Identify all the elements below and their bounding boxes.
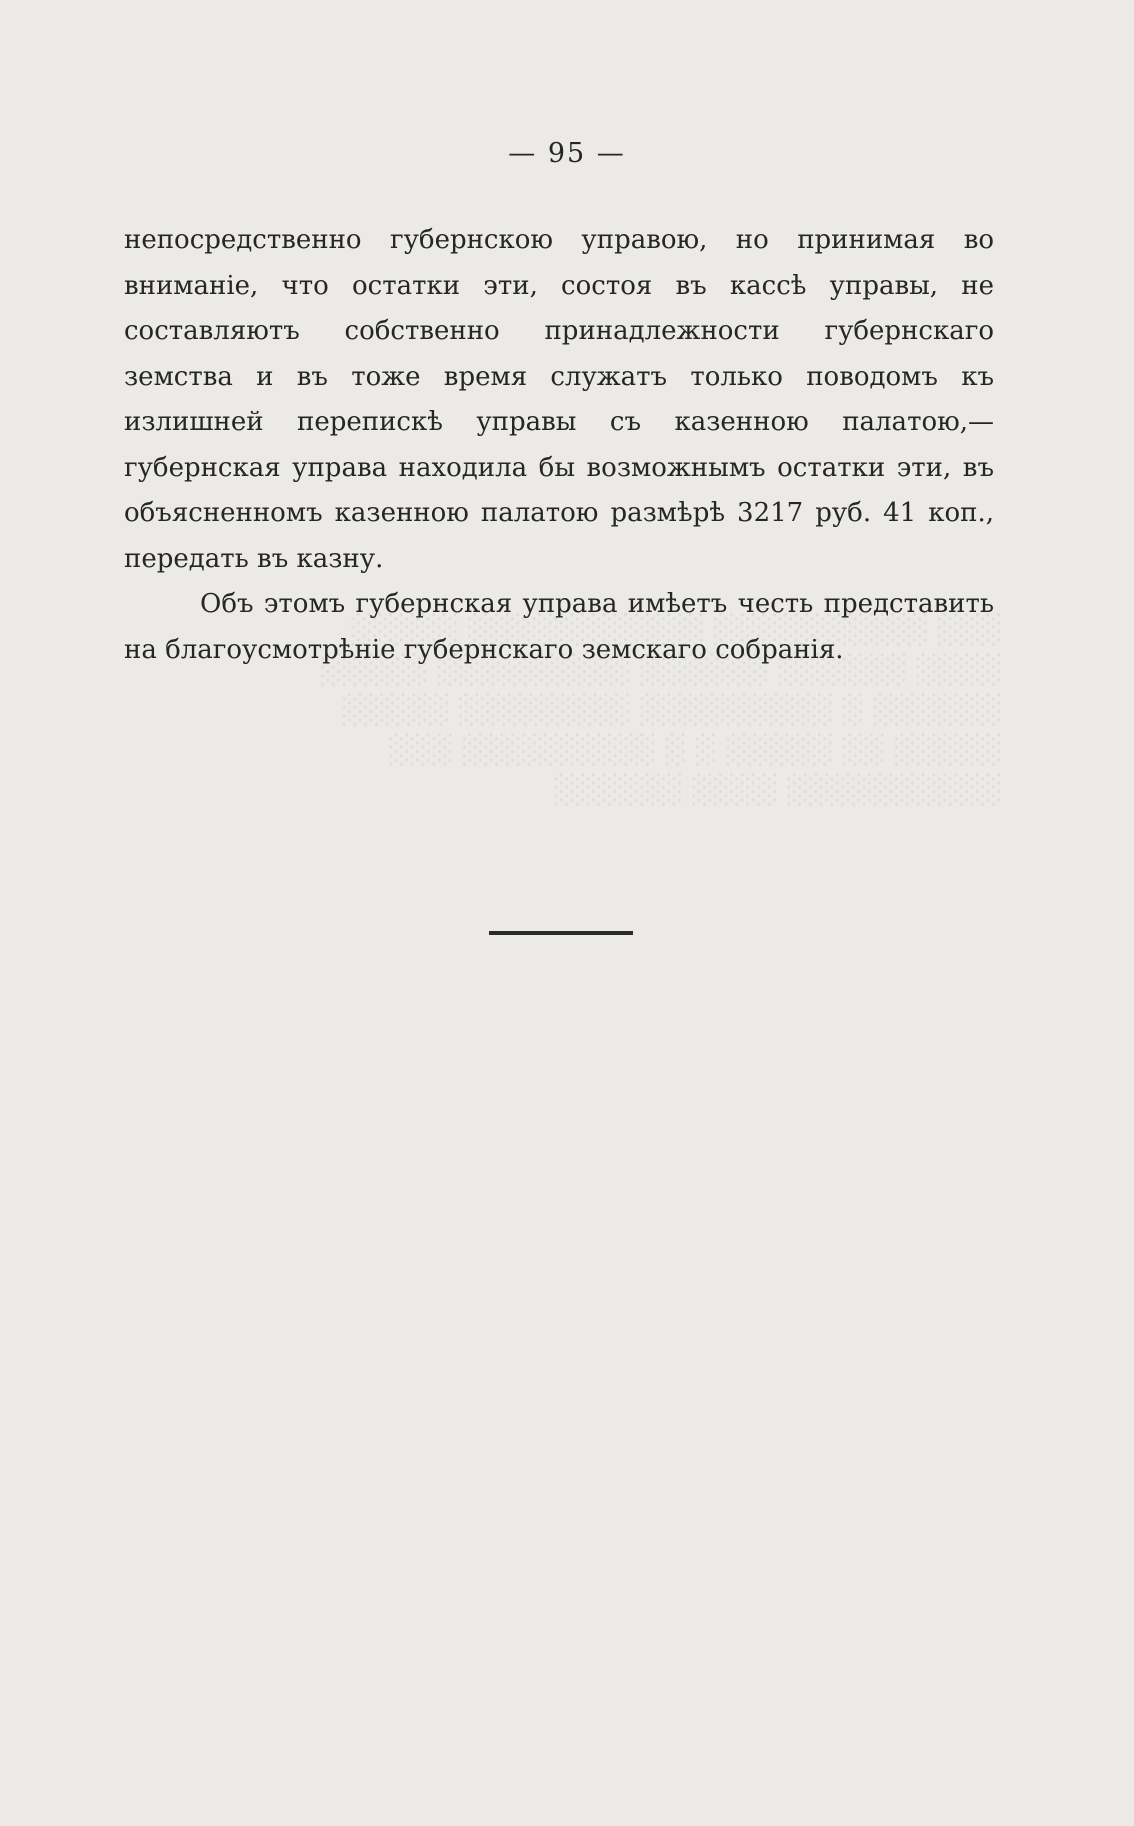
body-text bbox=[124, 218, 994, 673]
section-divider bbox=[489, 931, 633, 935]
paragraph: Объ этомъ губернская управа имѣетъ честь представить на благоусмотрѣніе губернскаго земскаго собранія. bbox=[124, 589, 994, 665]
page-number: — 95 — bbox=[508, 138, 626, 169]
bleed-through-shadow: ░░░ ░░░░░░░░░░ ░░░░░░░░░░░ ░░░░░ ░░░░ ░░░░░░ ░░░░░░ ░░░░░░░░░ ░░░░░ ░░░░░░ ░ ░░░░░░░░░ ░░░░░░░░ ░░░░░ ░░░░░ ░░ ░░░░░ ░ ░ ░░░░░░░░░ ░░░ ░░░░░░░░░░ ░░░░ ░░░░░░ bbox=[318, 613, 1000, 806]
paragraph: непосредственно губернскою управою, но принимая во вниманіе, что остатки эти, состоя въ кассѣ управы, не составляютъ собственно принадлежности губернскаго земства и въ тоже время служатъ только поводомъ къ излишней перепискѣ управы съ казенною палатою,—губернская управа находила бы возможнымъ остатки эти, въ объясненномъ казенною палатою размѣрѣ 3217 руб. 41 коп., передать въ казну. bbox=[124, 225, 994, 574]
